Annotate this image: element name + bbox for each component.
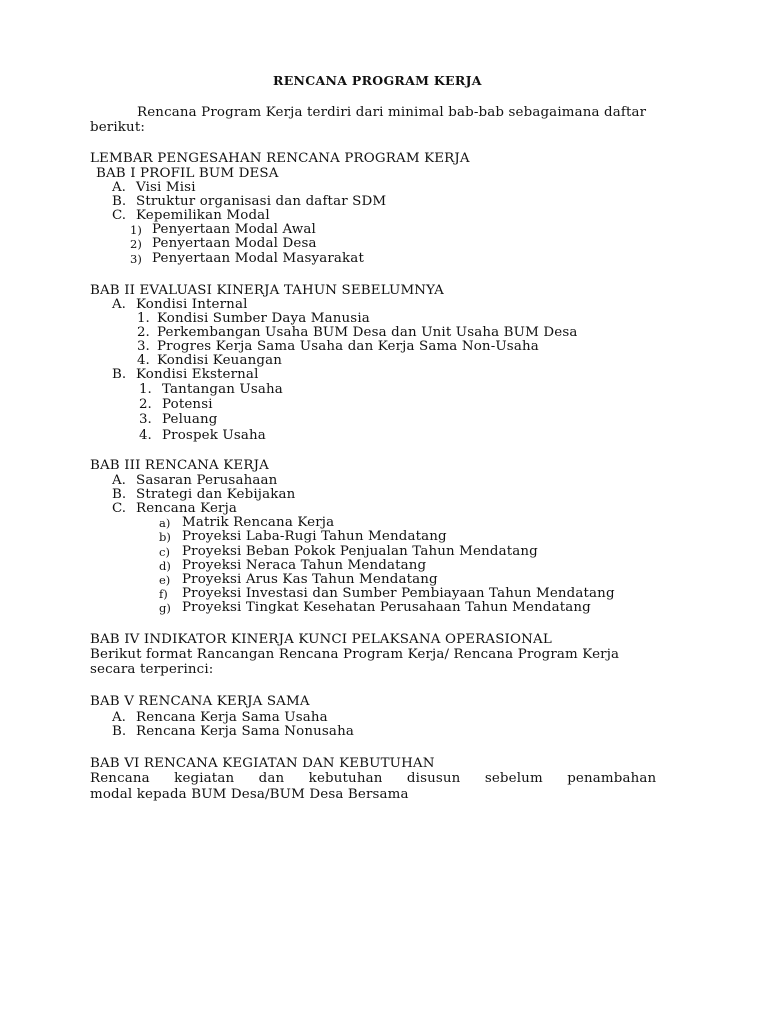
bab2-b-item-3-label: 3. (139, 412, 152, 427)
bab4-line-1: Berikut format Rancangan Rencana Program Kerja/ Rencana Program Kerja (90, 647, 620, 662)
bab2-a-item-2-text: Perkembangan Usaha BUM Desa dan Unit Usaha BUM Desa (157, 325, 578, 340)
bab2-b-item-1-label: 1. (139, 382, 152, 397)
bab3-subitem-e-label: e) (159, 573, 171, 587)
bab1-subitem-1-text: Penyertaan Modal Awal (152, 222, 316, 237)
bab1-item-c-label: C. (112, 208, 127, 223)
bab3-subitem-a-label: a) (159, 516, 171, 530)
bab1-subitem-2-label: 2) (130, 237, 142, 251)
document-title: RENCANA PROGRAM KERJA (273, 73, 482, 88)
bab3-item-c-label: C. (112, 501, 127, 516)
bab5-item-a-label: A. (112, 710, 126, 725)
bab1-subitem-2-text: Penyertaan Modal Desa (152, 236, 317, 251)
bab3-subitem-e-text: Proyeksi Arus Kas Tahun Mendatang (182, 572, 438, 587)
bab6-line-1: Rencana kegiatan dan kebutuhan disusun sebelum penambahan (90, 771, 657, 786)
bab1-item-b-text: Struktur organisasi dan daftar SDM (136, 194, 387, 209)
bab2-a-item-1-text: Kondisi Sumber Daya Manusia (157, 311, 370, 326)
bab5-item-b-label: B. (112, 724, 127, 739)
bab3-item-b-text: Strategi dan Kebijakan (136, 487, 296, 502)
bab3-item-a-text: Sasaran Perusahaan (136, 473, 278, 488)
bab5-item-b-text: Rencana Kerja Sama Nonusaha (136, 724, 354, 739)
bab2-b-item-3-text: Peluang (162, 412, 218, 427)
bab2-a-item-4-text: Kondisi Keuangan (157, 353, 282, 368)
bab2-a-item-3-text: Progres Kerja Sama Usaha dan Kerja Sama Non-Usaha (157, 339, 539, 354)
bab6-line-2: modal kepada BUM Desa/BUM Desa Bersama (90, 787, 409, 802)
intro-line-2: berikut: (90, 120, 146, 135)
bab2-b-item-1-text: Tantangan Usaha (162, 382, 283, 397)
bab2-a-item-3-label: 3. (137, 339, 150, 354)
bab5-item-a-text: Rencana Kerja Sama Usaha (136, 710, 328, 725)
bab3-subitem-f-text: Proyeksi Investasi dan Sumber Pembiayaan Tahun Mendatang (182, 586, 615, 601)
bab3-subitem-c-text: Proyeksi Beban Pokok Penjualan Tahun Mendatang (182, 544, 538, 559)
intro-line-1: Rencana Program Kerja terdiri dari minimal bab-bab sebagaimana daftar (137, 105, 647, 120)
bab4-heading: BAB IV INDIKATOR KINERJA KUNCI PELAKSANA OPERASIONAL (90, 632, 552, 647)
bab1-item-a-label: A. (112, 180, 126, 195)
bab2-a-item-1-label: 1. (137, 311, 150, 326)
bab6-heading: BAB VI RENCANA KEGIATAN DAN KEBUTUHAN (90, 756, 435, 771)
bab3-item-a-label: A. (112, 473, 126, 488)
bab1-subitem-3-label: 3) (130, 252, 142, 266)
bab3-subitem-a-text: Matrik Rencana Kerja (182, 515, 335, 530)
bab2-item-a-text: Kondisi Internal (136, 297, 248, 312)
bab3-subitem-g-label: g) (159, 601, 171, 615)
bab4-line-2: secara terperinci: (90, 662, 214, 677)
bab2-item-b-label: B. (112, 367, 127, 382)
bab3-subitem-d-text: Proyeksi Neraca Tahun Mendatang (182, 558, 427, 573)
bab2-a-item-4-label: 4. (137, 353, 150, 368)
bab1-heading: BAB I PROFIL BUM DESA (96, 166, 279, 181)
bab2-b-item-2-text: Potensi (162, 397, 213, 412)
bab3-subitem-f-label: f) (159, 587, 168, 601)
bab3-subitem-b-text: Proyeksi Laba-Rugi Tahun Mendatang (182, 529, 447, 544)
bab3-heading: BAB III RENCANA KERJA (90, 458, 269, 473)
bab1-item-a-text: Visi Misi (136, 180, 196, 195)
bab3-subitem-c-label: c) (159, 545, 170, 559)
bab1-subitem-1-label: 1) (130, 223, 142, 237)
bab2-item-b-text: Kondisi Eksternal (136, 367, 259, 382)
lembar-pengesahan-heading: LEMBAR PENGESAHAN RENCANA PROGRAM KERJA (90, 151, 470, 166)
bab5-heading: BAB V RENCANA KERJA SAMA (90, 694, 310, 709)
bab1-item-c-text: Kepemilikan Modal (136, 208, 270, 223)
bab2-b-item-2-label: 2. (139, 397, 152, 412)
bab3-subitem-g-text: Proyeksi Tingkat Kesehatan Perusahaan Tahun Mendatang (182, 600, 591, 615)
bab3-subitem-d-label: d) (159, 559, 171, 573)
bab1-item-b-label: B. (112, 194, 127, 209)
bab3-subitem-b-label: b) (159, 530, 171, 544)
bab2-b-item-4-text: Prospek Usaha (162, 428, 266, 443)
bab2-b-item-4-label: 4. (139, 428, 152, 443)
bab3-item-c-text: Rencana Kerja (136, 501, 238, 516)
bab3-item-b-label: B. (112, 487, 127, 502)
bab2-heading: BAB II EVALUASI KINERJA TAHUN SEBELUMNYA (90, 283, 444, 298)
bab2-item-a-label: A. (112, 297, 126, 312)
bab2-a-item-2-label: 2. (137, 325, 150, 340)
bab1-subitem-3-text: Penyertaan Modal Masyarakat (152, 251, 364, 266)
